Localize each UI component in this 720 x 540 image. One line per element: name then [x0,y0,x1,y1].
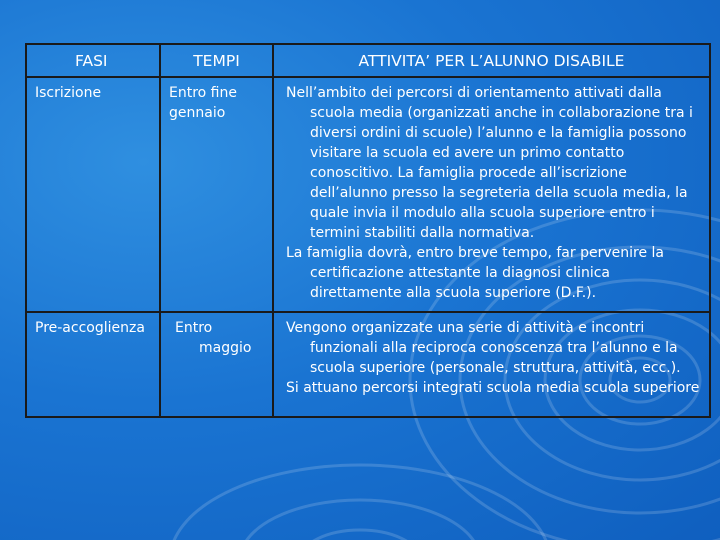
tempi-text: Entro maggio [175,320,252,356]
cell-attivita [273,77,710,312]
table-row [26,77,710,312]
cell-attivita [273,312,710,417]
attivita-paragraph: Si attuano percorsi integrati scuola media scuola superiore [286,380,700,396]
attivita-paragraph: Nell’ambito dei percorsi di orientamento attivati dalla scuola media (organizzati anche in collaborazione tra i diversi ordini di scuole) l’alunno e la famiglia possono visitare la scuola ed avere un primo contatto conoscitivo. La famiglia procede all’iscrizione dell’alunno presso la segreteria della scuola media, la quale invia il modulo alla scuola superiore entro i termini stabiliti dalla normativa. [286,85,693,241]
cell-tempi [160,77,273,312]
table-header-row [26,44,710,77]
header-fasi: FASI [26,44,160,77]
cell-fase: Pre-accoglienza [26,312,160,417]
attivita-paragraph: La famiglia dovrà, entro breve tempo, far pervenire la certificazione attestante la diagnosi clinica direttamente alla scuola superiore (D.F.). [286,245,664,301]
header-tempi: TEMPI [160,44,273,77]
cell-tempi [160,312,273,417]
phases-table [25,43,711,418]
tempi-text: Entro fine gennaio [169,85,237,121]
cell-fase: Iscrizione [26,77,160,312]
attivita-paragraph: Vengono organizzate una serie di attività e incontri funzionali alla reciproca conoscenza tra l’alunno e la scuola superiore (personale, struttura, attività, ecc.). [286,320,681,376]
table-row [26,312,710,417]
header-attivita: ATTIVITA’ PER L’ALUNNO DISABILE [273,44,710,77]
